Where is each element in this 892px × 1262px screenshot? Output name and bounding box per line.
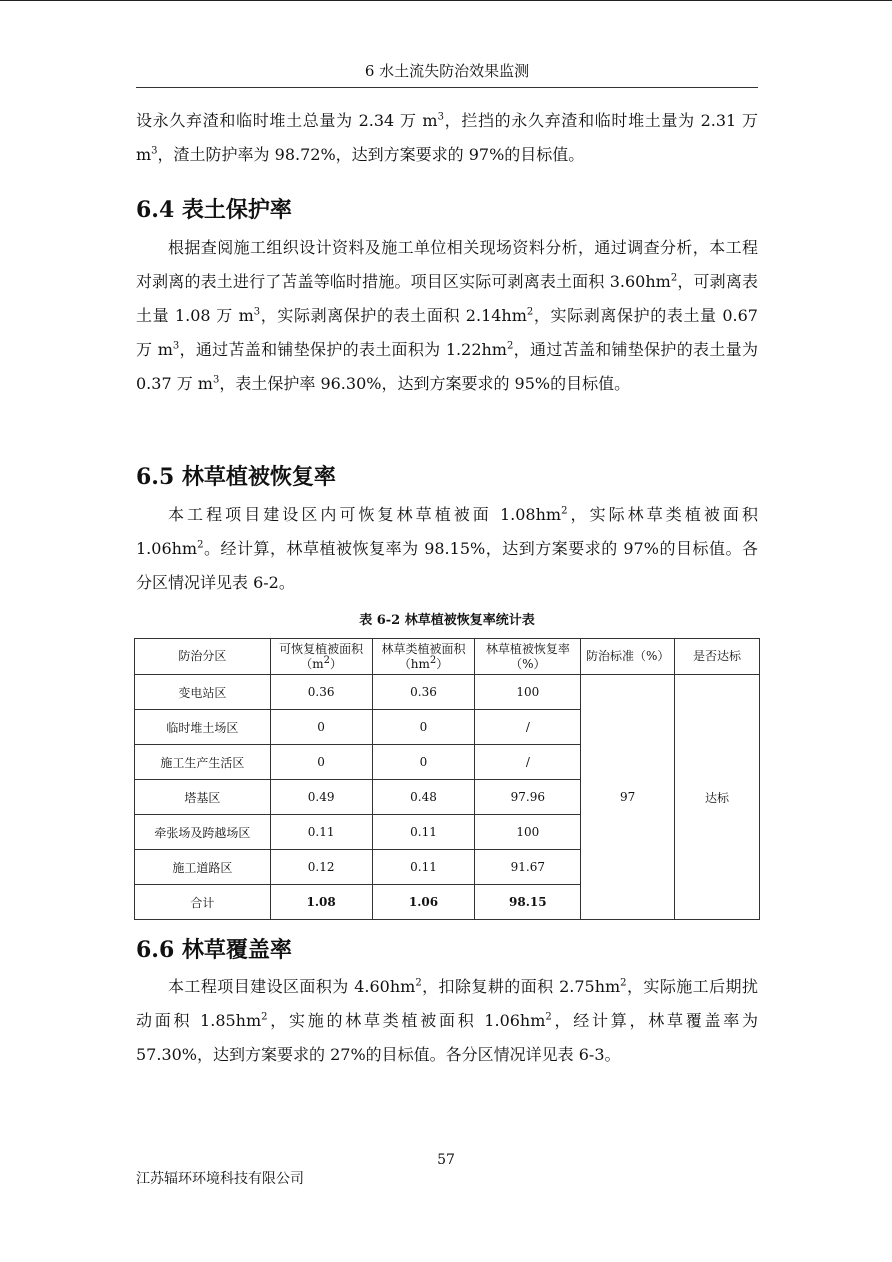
header-cell: 防治标准（%）: [581, 639, 675, 675]
value-cell: 0: [270, 745, 372, 780]
section-heading-6-5: 6.5 林草植被恢复率: [136, 464, 336, 490]
header-text: ）: [329, 656, 342, 671]
header-cell: 林草植被恢复率（%）: [475, 639, 581, 675]
text-run: 本工程项目建设区面积为 4.60hm: [168, 977, 416, 996]
result-cell: 达标: [675, 675, 760, 920]
text-run: 设永久弃渣和临时堆土总量为 2.34 万 m: [136, 111, 438, 130]
value-cell: 100: [475, 675, 581, 710]
superscript: 3: [437, 111, 444, 123]
superscript: 3: [253, 306, 261, 318]
value-cell: 91.67: [475, 850, 581, 885]
superscript: 2: [323, 654, 330, 666]
page-top-rule: [0, 0, 892, 1]
zone-cell: 施工生产生活区: [135, 745, 271, 780]
header-cell: 是否达标: [675, 639, 760, 675]
value-cell: 0.11: [372, 815, 475, 850]
text-run: ，通过苫盖和铺垫保护的表土面积为 1.22hm: [179, 340, 507, 359]
value-cell: /: [475, 745, 581, 780]
section-heading-6-6: 6.6 林草覆盖率: [136, 937, 292, 963]
value-cell: 0: [270, 710, 372, 745]
intro-paragraph: [136, 104, 758, 172]
zone-cell: 塔基区: [135, 780, 271, 815]
header-text: ）: [436, 656, 449, 671]
zone-cell: 临时堆土场区: [135, 710, 271, 745]
superscript: 3: [151, 145, 158, 157]
section-6-6-paragraph: [136, 970, 758, 1072]
superscript: 3: [172, 340, 180, 352]
header-cell: 防治分区: [135, 639, 271, 675]
superscript: 2: [561, 505, 568, 517]
value-cell: 0.12: [270, 850, 372, 885]
superscript: 2: [415, 977, 422, 989]
table-row: [135, 675, 760, 710]
superscript: 2: [526, 306, 534, 318]
value-cell: 0.48: [372, 780, 475, 815]
header-text: 林草类植被面积（hm: [381, 641, 466, 671]
zone-cell: 合计: [135, 885, 271, 920]
zone-cell: 变电站区: [135, 675, 271, 710]
superscript: 2: [197, 539, 204, 551]
text-run: ，渣土防护率为 98.72%，达到方案要求的 97%的目标值。: [157, 145, 585, 164]
text-run: ，实际剥离保护的表土量 0.67 万 m: [136, 306, 758, 359]
page-header: 6 水土流失防治效果监测: [136, 60, 758, 88]
superscript: 2: [261, 1011, 268, 1023]
text-run: ，实施的林草类植被面积 1.06hm: [267, 1011, 546, 1030]
text-run: ，通过苫盖和铺垫保护的表土量为 0.37 万 m: [136, 340, 758, 393]
value-cell: 0.11: [270, 815, 372, 850]
text-run: ，实际林草类植被面积 1.06hm: [136, 505, 758, 558]
header-cell: [270, 639, 372, 675]
vegetation-recovery-table: [134, 638, 760, 920]
section-heading-6-4: 6.4 表土保护率: [136, 197, 292, 223]
table-caption: 表 6-2 林草植被恢复率统计表: [359, 613, 535, 628]
superscript: 2: [429, 654, 437, 666]
text-run: 根据查阅施工组织设计资料及施工单位相关现场资料分析，通过调查分析，本工程对剥离的表土进行了苫盖等临时措施。项目区实际可剥离表土面积 3.60hm: [136, 238, 758, 291]
text-run: 。经计算，林草植被恢复率为 98.15%，达到方案要求的 97%的目标值。各分区情况详见表 6-2。: [136, 539, 758, 592]
footer-company: 江苏辐环环境科技有限公司: [136, 1171, 304, 1187]
value-cell: 0.36: [270, 675, 372, 710]
text-run: ，扣除复耕的面积 2.75hm: [421, 977, 621, 996]
zone-cell: 牵张场及跨越场区: [135, 815, 271, 850]
superscript: 2: [670, 272, 678, 284]
superscript: 3: [212, 374, 220, 386]
table-header-row: [135, 639, 760, 675]
value-cell: 1.06: [372, 885, 475, 920]
superscript: 2: [545, 1011, 552, 1023]
value-cell: /: [475, 710, 581, 745]
zone-cell: 施工道路区: [135, 850, 271, 885]
text-run: ，实际剥离保护的表土面积 2.14hm: [260, 306, 527, 325]
superscript: 2: [620, 977, 627, 989]
value-cell: 97.96: [475, 780, 581, 815]
value-cell: 0.11: [372, 850, 475, 885]
value-cell: 0: [372, 745, 475, 780]
section-6-4-paragraph: [136, 231, 758, 401]
value-cell: 0.49: [270, 780, 372, 815]
value-cell: 1.08: [270, 885, 372, 920]
superscript: 2: [506, 340, 514, 352]
text-run: ，拦挡的永久弃渣和临时堆土量为 2.31 万 m: [136, 111, 758, 164]
header-cell: [372, 639, 475, 675]
text-run: ，实际施工后期扰动面积 1.85hm: [136, 977, 758, 1030]
value-cell: 0.36: [372, 675, 475, 710]
standard-cell: 97: [581, 675, 675, 920]
text-run: ，经计算，林草覆盖率为 57.30%，达到方案要求的 27%的目标值。各分区情况详见表 6-3。: [136, 1011, 758, 1064]
value-cell: 100: [475, 815, 581, 850]
value-cell: 0: [372, 710, 475, 745]
header-text: 可恢复植被面积（m: [279, 641, 364, 671]
section-6-5-paragraph: [136, 498, 758, 600]
text-run: 本工程项目建设区内可恢复林草植被面 1.08hm: [168, 505, 562, 524]
text-run: ，可剥离表土量 1.08 万 m: [136, 272, 758, 325]
text-run: ，表土保护率 96.30%，达到方案要求的 95%的目标值。: [219, 374, 631, 393]
value-cell: 98.15: [475, 885, 581, 920]
page-number: 57: [437, 1152, 455, 1168]
